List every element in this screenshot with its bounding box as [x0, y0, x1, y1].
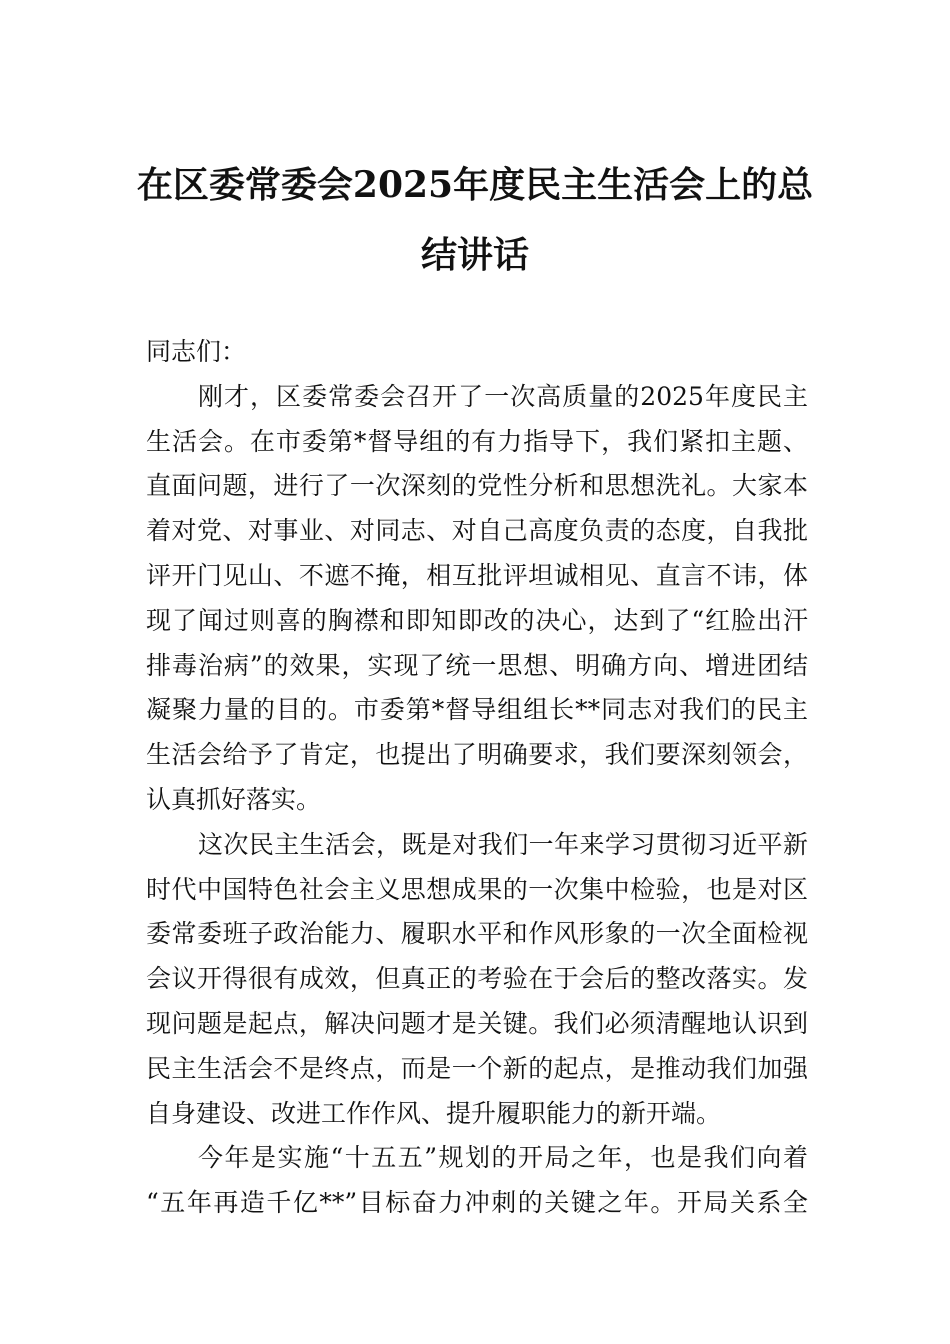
paragraph-line: 刚才，区委常委会召开了一次高质量的2025年度民主	[198, 381, 808, 411]
paragraph-line: 生活会。在市委第*督导组的有力指导下，我们紧扣主题、	[146, 426, 808, 456]
salutation: 同志们：	[146, 337, 247, 366]
paragraph	[146, 823, 808, 1137]
paragraph	[146, 375, 808, 823]
paragraph-line: 着对党、对事业、对同志、对自己高度负责的态度，自我批	[146, 516, 808, 546]
paragraph-line: 现问题是起点，解决问题才是关键。我们必须清醒地认识到	[146, 1008, 808, 1038]
paragraph-line: 评开门见山、不遮不掩，相互批评坦诚相见、直言不讳，体	[146, 560, 808, 590]
paragraph-line: “五年再造千亿**”目标奋力冲刺的关键之年。开局关系全	[146, 1188, 808, 1218]
paragraph-line: 委常委班子政治能力、履职水平和作风形象的一次全面检视	[146, 919, 808, 949]
paragraph-line: 生活会给予了肯定，也提出了明确要求，我们要深刻领会，	[146, 740, 808, 770]
paragraph-line: 排毒治病”的效果，实现了统一思想、明确方向、增进团结	[146, 650, 808, 680]
paragraph-line: 凝聚力量的目的。市委第*督导组组长**同志对我们的民主	[146, 695, 808, 725]
document-title-line-1: 在区委常委会2025年度民主生活会上的总	[136, 164, 814, 206]
paragraph-line: 今年是实施“十五五”规划的开局之年，也是我们向着	[198, 1143, 808, 1173]
paragraph-line: 直面问题，进行了一次深刻的党性分析和思想洗礼。大家本	[146, 471, 808, 501]
paragraph	[146, 1136, 808, 1226]
paragraph-line: 自身建设、改进工作作风、提升履职能力的新开端。	[146, 1098, 722, 1128]
paragraph-line: 会议开得很有成效，但真正的考验在于会后的整改落实。发	[146, 964, 808, 994]
paragraph-line: 认真抓好落实。	[146, 784, 322, 814]
document-title-line-2: 结讲话	[420, 234, 529, 276]
paragraph-line: 民主生活会不是终点，而是一个新的起点，是推动我们加强	[146, 1053, 808, 1083]
document-body	[146, 330, 808, 1226]
paragraph-line: 时代中国特色社会主义思想成果的一次集中检验，也是对区	[146, 874, 808, 904]
paragraph-line: 这次民主生活会，既是对我们一年来学习贯彻习近平新	[198, 829, 808, 859]
paragraph-line: 现了闻过则喜的胸襟和即知即改的决心，达到了“红脸出汗	[146, 605, 808, 635]
